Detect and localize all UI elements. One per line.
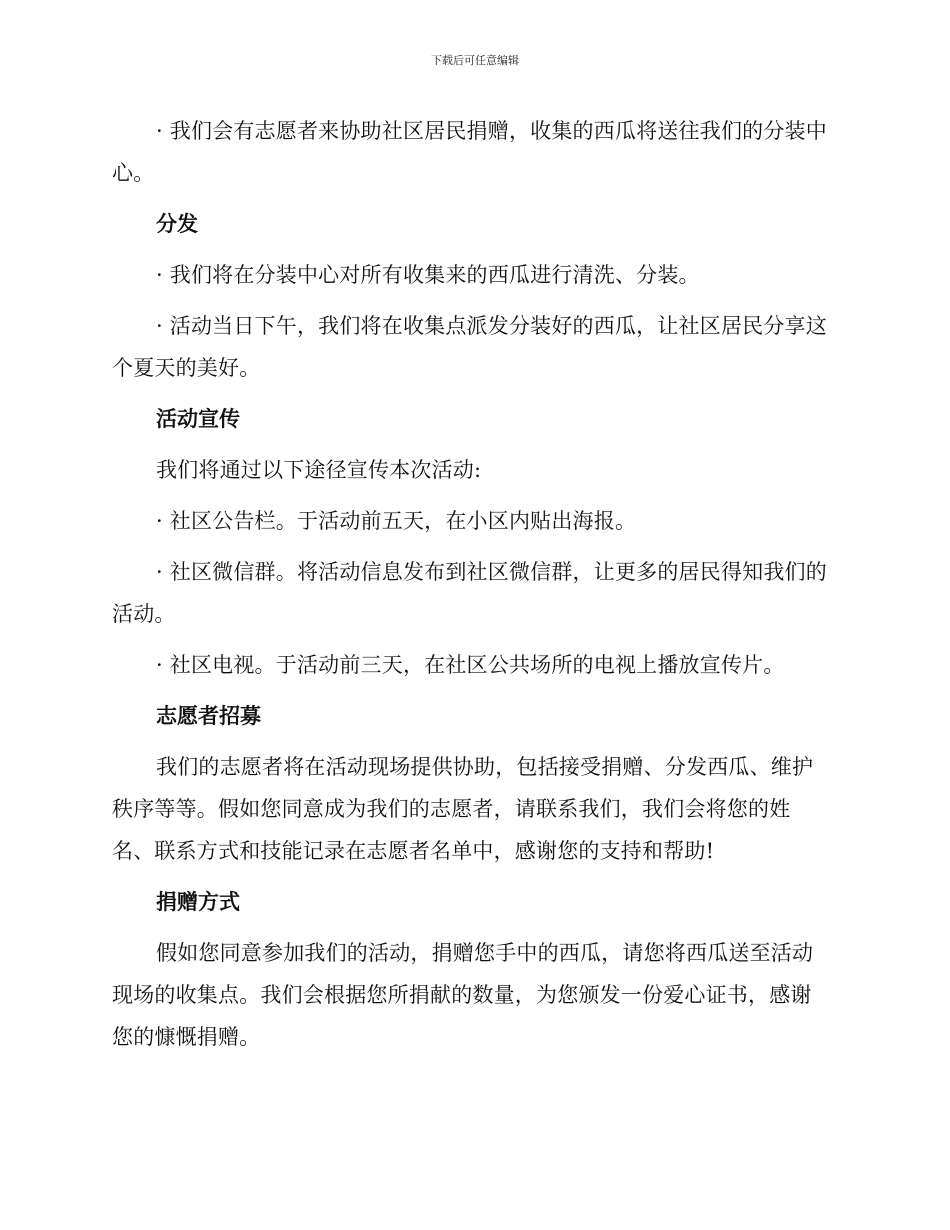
paragraph-promotion-intro: 我们将通过以下途径宣传本次活动: (156, 458, 482, 482)
paragraph-wash-pack: · 我们将在分装中心对所有收集来的西瓜进行清洗、分装。 (156, 263, 700, 287)
paragraph-community-tv: · 社区电视。于活动前三天，在社区公共场所的电视上播放宣传片。 (156, 653, 785, 677)
page-header: 下载后可任意编辑 (431, 54, 519, 67)
section-heading-volunteer-recruitment: 志愿者招募 (156, 704, 261, 728)
paragraph-bulletin-board: · 社区公告栏。于活动前五天，在小区内贴出海报。 (156, 509, 637, 533)
paragraph-afternoon-distribution: · 活动当日下午，我们将在收集点派发分装好的西瓜，让社区居民分享这个夏天的美好。 (112, 314, 827, 380)
document-body (112, 110, 832, 1067)
paragraph-donation-method: 假如您同意参加我们的活动，捐赠您手中的西瓜，请您将西瓜送至活动现场的收集点。我们会根据您所捐献的数量，为您颁发一份爱心证书，感谢您的慷慨捐赠。 (112, 941, 814, 1049)
section-heading-donation-method: 捐赠方式 (156, 890, 240, 914)
section-heading-promotion: 活动宣传 (156, 407, 240, 431)
section-heading-distribution: 分发 (156, 212, 198, 236)
paragraph-volunteer-collection: · 我们会有志愿者来协助社区居民捐赠，收集的西瓜将送往我们的分装中心。 (112, 119, 827, 185)
paragraph-volunteer-recruitment: 我们的志愿者将在活动现场提供协助，包括接受捐赠、分发西瓜、维护秩序等等。假如您同意成为我们的志愿者，请联系我们，我们会将您的姓名、联系方式和技能记录在志愿者名单中，感谢您的支持和帮助! (112, 755, 814, 863)
paragraph-wechat-group: · 社区微信群。将活动信息发布到社区微信群，让更多的居民得知我们的活动。 (112, 560, 827, 626)
